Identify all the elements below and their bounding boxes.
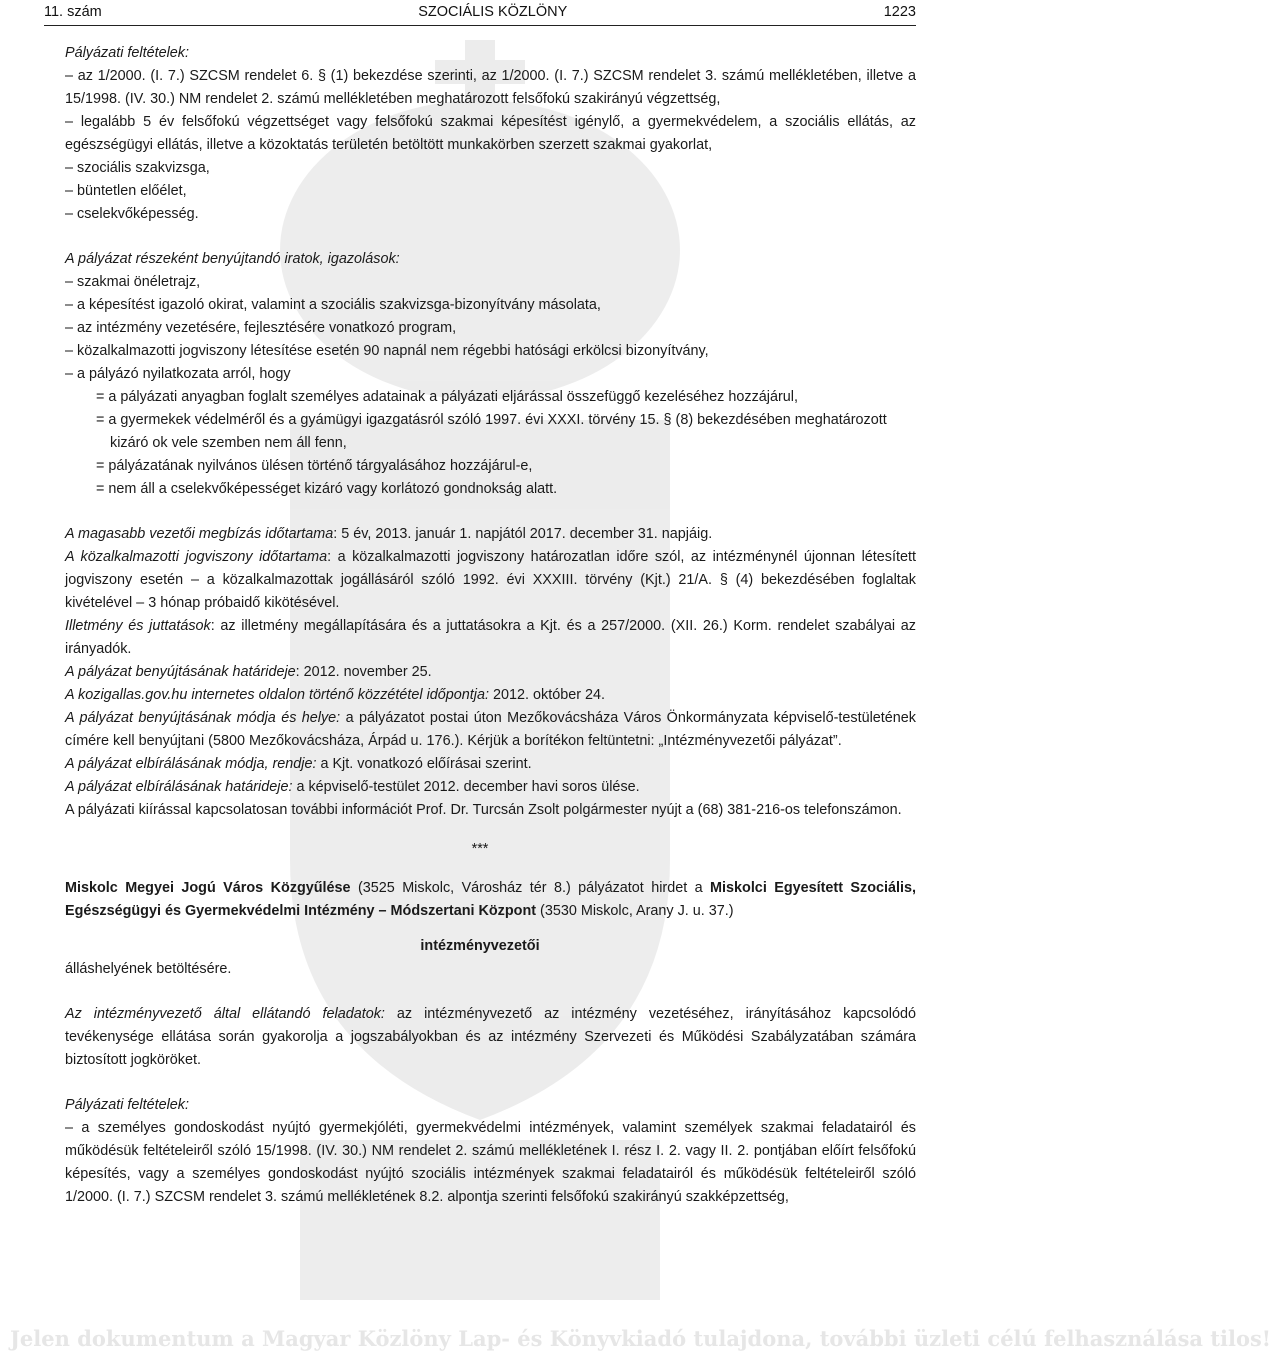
submission-label: A pályázat benyújtásának módja és helye: xyxy=(65,710,341,726)
position-title: intézményvezetői xyxy=(420,938,540,954)
tasks-label: Az intézményvezető által ellátandó feladatok: xyxy=(65,1006,385,1022)
document-item: – közalkalmazotti jogviszony létesítése esetén 90 napnál nem régebbi hatósági erkölcsi bizonyítvány, xyxy=(65,343,709,359)
declaration-item: = a gyermekek védelméről és a gyámügyi igazgatásról szóló 1997. évi XXXI. törvény 15. § (8) bekezdésében meghatározott xyxy=(96,412,887,428)
declaration-item: = nem áll a cselekvőképességet kizáró vagy korlátozó gondnokság alatt. xyxy=(96,481,558,497)
tasks-paragraph: Az intézményvezető által ellátandó feladatok: az intézményvezető az intézmény vezetéséhez, irányításához kapcsolódó tevékenysége ellátása során gyakorolja a jogszabályokban és az intézmény Szervezeti és Működési Szabályzatában számára biztosított jogköröket. xyxy=(65,1006,916,1068)
document-item: – az intézmény vezetésére, fejlesztésére vonatkozó program, xyxy=(65,320,457,336)
document-item: – a képesítést igazoló okirat, valamint a szociális szakvizsga-bizonyítvány másolata, xyxy=(65,297,601,313)
condition-item: – szociális szakvizsga, xyxy=(65,160,210,176)
publication-paragraph: A kozigallas.gov.hu internetes oldalon történő közzététel időpontja: 2012. október 24. xyxy=(65,687,606,703)
announcement-paragraph: Miskolc Megyei Jogú Város Közgyűlése (3525 Miskolc, Városház tér 8.) pályázatot hirdet a Miskolci Egyesített Szociális, Egészségügyi és Gyermekvédelmi Intézmény – Módszertani Központ (3530 Miskolc, Arany J. u. 37.) xyxy=(65,880,916,919)
employment-label: A közalkalmazotti jogviszony időtartama xyxy=(65,549,328,565)
copyright-footer: Jelen dokumentum a Magyar Közlöny Lap- és Könyvkiadó tulajdona, további üzleti célú felhasználása tilos! xyxy=(10,1326,1271,1351)
contact-paragraph: A pályázati kiírással kapcsolatosan további információt Prof. Dr. Turcsán Zsolt polgármester nyújt a (68) 381-216-os telefonszámon. xyxy=(65,802,902,818)
term-paragraph: A magasabb vezetői megbízás időtartama: 5 év, 2013. január 1. napjától 2017. december 31. napjáig. xyxy=(65,526,713,542)
condition-item: – az 1/2000. (I. 7.) SZCSM rendelet 6. § (1) bekezdése szerinti, az 1/2000. (I. 7.) SZCSM rendelet 3. számú mellékletében, illetve a 15/1998. (IV. 30.) NM rendelet 2. számú mellékletében meghatározott felsőfokú szakirányú végzettség, xyxy=(65,68,916,107)
publication-label: A kozigallas.gov.hu internetes oldalon történő közzététel időpontja: xyxy=(65,687,489,703)
header-rule xyxy=(44,25,916,26)
condition-item: – cselekvőképesség. xyxy=(65,206,199,222)
evaluation-deadline-label: A pályázat elbírálásának határideje: xyxy=(65,779,293,795)
institution-name: Miskolci Egyesített Szociális, Egészségügyi és Gyermekvédelmi Intézmény – Módszertani Központ xyxy=(65,880,916,919)
condition-item: – legalább 5 év felsőfokú végzettséget vagy felsőfokú szakmai képesítést igénylő, a gyermekvédelem, a szociális ellátás, az egészségügyi ellátás, illetve a közoktatás területén betöltött munkakörben szerzett szakmai gyakorlat, xyxy=(65,114,916,153)
declaration-item: = pályázatának nyilvános ülésen történő tárgyalásához hozzájárul-e, xyxy=(96,458,533,474)
conditions-heading: Pályázati feltételek: xyxy=(65,45,189,61)
issue-number: 11. szám xyxy=(44,3,102,20)
term-label: A magasabb vezetői megbízás időtartama xyxy=(65,526,334,542)
section-separator: *** xyxy=(471,841,489,857)
position-suffix: álláshelyének betöltésére. xyxy=(65,961,232,977)
salary-paragraph: Illetmény és juttatások: az illetmény megállapítására és a juttatásokra a Kjt. és a 257/2000. (XII. 26.) Korm. rendelet szabályai az irányadók. xyxy=(65,618,916,657)
evaluation-method-label: A pályázat elbírálásának módja, rendje: xyxy=(65,756,317,772)
evaluation-deadline-paragraph: A pályázat elbírálásának határideje: a képviselő-testület 2012. december havi soros ülése. xyxy=(65,779,640,795)
conditions-heading-2: Pályázati feltételek: xyxy=(65,1097,189,1113)
condition-item: – büntetlen előélet, xyxy=(65,183,187,199)
condition-item: – a személyes gondoskodást nyújtó gyermekjóléti, gyermekvédelmi intézmények, valamint személyek szakmai feladatairól és működésük feltételeiről szóló 15/1998. (IV. 30.) NM rendelet 2. számú mellékletének I. rész I. 2. vagy II. 2. pontjában előírt felsőfokú képesítés, vagy a személyes gondoskodást nyújtó szociális intézmények szakmai feladatairól és működésük feltételeiről szóló 1/2000. (I. 7.) SZCSM rendelet 3. számú mellékletének 8.2. alpontja szerinti felsőfokú szakirányú szakképzettség, xyxy=(65,1120,916,1205)
deadline-paragraph: A pályázat benyújtásának határideje: 2012. november 25. xyxy=(65,664,432,680)
declaration-item: kizáró ok vele szemben nem áll fenn, xyxy=(110,435,347,451)
journal-title: SZOCIÁLIS KÖZLÖNY xyxy=(418,3,568,20)
document-item: – a pályázó nyilatkozata arról, hogy xyxy=(65,366,291,382)
documents-heading: A pályázat részeként benyújtandó iratok, igazolások: xyxy=(65,251,400,267)
salary-label: Illetmény és juttatások xyxy=(65,618,211,634)
page-number: 1223 xyxy=(883,3,916,20)
page-header xyxy=(44,0,916,24)
evaluation-method-paragraph: A pályázat elbírálásának módja, rendje: a Kjt. vonatkozó előírásai szerint. xyxy=(65,756,532,772)
document-body xyxy=(44,42,916,1209)
issuer-name: Miskolc Megyei Jogú Város Közgyűlése xyxy=(65,880,351,896)
deadline-label: A pályázat benyújtásának határideje xyxy=(65,664,296,680)
submission-paragraph: A pályázat benyújtásának módja és helye: a pályázatot postai úton Mezőkovácsháza Város Önkormányzata képviselő-testületének címére kell benyújtani (5800 Mezőkovácsháza, Árpád u. 176.). Kérjük a borítékon feltüntetni: „Intézményvezetői pályázat”. xyxy=(65,710,916,749)
document-item: – szakmai önéletrajz, xyxy=(65,274,201,290)
declaration-item: = a pályázati anyagban foglalt személyes adatainak a pályázati eljárással összefüggő kezeléséhez hozzájárul, xyxy=(96,389,798,405)
employment-paragraph: A közalkalmazotti jogviszony időtartama: a közalkalmazotti jogviszony határozatlan időre szól, az intézménynél újonnan létesített jogviszony esetén – a közalkalmazottak jogállásáról szóló 1992. évi XXXIII. törvény (Kjt.) 21/A. § (4) bekezdésében foglaltak kivételével – 3 hónap próbaidő kikötésével. xyxy=(65,549,916,611)
